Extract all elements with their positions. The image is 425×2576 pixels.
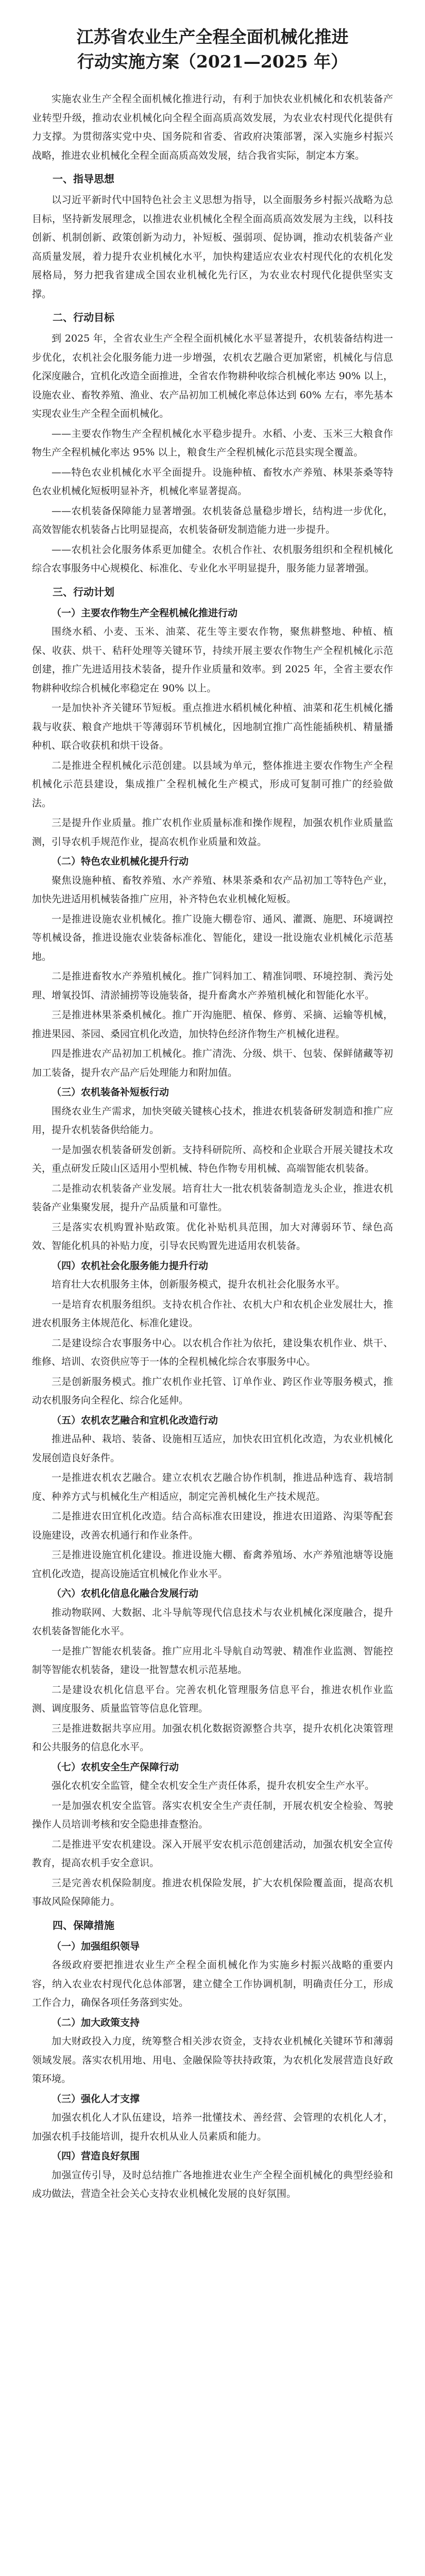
- subsection-paragraph: 二是推进畜牧水产养殖机械化。推广饲料加工、精准饲喂、环境控制、粪污处理、增氧投饵、清淤捕捞等设施装备，提升畜禽水产养殖机械化和智能化水平。: [32, 971, 393, 1001]
- section-paragraph: ——农机社会化服务体系更加健全。农机合作社、农机服务组织和全程机械化综合农事服务中心规模化、标准化、专业化水平明显提升，服务能力显著增强。: [32, 544, 393, 574]
- subsection-paragraph: 一是推进设施农业机械化。推广设施大棚卷帘、通风、灌溉、施肥、环境调控等机械设备，推进设施农业装备标准化、智能化，建设一批设施农业机械化示范基地。: [32, 913, 393, 962]
- subsection-paragraph: 三是完善农机保险制度。推进农机保险发展，扩大农机保险覆盖面，提高农机事故风险保障能力。: [32, 1877, 393, 1907]
- subsection-paragraph: 各级政府要把推进农业生产全程全面机械化作为实施乡村振兴战略的重要内容，纳入农业农村现代化总体部署，建立健全工作协调机制，明确责任分工，形成工作合力，确保各项任务落到实处。: [32, 1959, 393, 2008]
- subsection-paragraph: 二是建设综合农事服务中心。以农机合作社为依托，建设集农机作业、烘干、维修、培训、农资供应等于一体的全程机械化综合农事服务中心。: [32, 1337, 393, 1367]
- subsection-paragraph: 培育壮大农机服务主体，创新服务模式，提升农机社会化服务水平。: [52, 1279, 346, 1290]
- subsection-heading: （三）强化人才支撑: [52, 2093, 140, 2105]
- subsection-paragraph: 一是培育农机服务组织。支持农机合作社、农机大户和农机企业发展壮大，推进农机服务主体规范化、标准化建设。: [32, 1298, 393, 1329]
- subsection-paragraph: 一是加快补齐关键环节短板。重点推进水稻机械化种植、油菜和花生机械化播栽与收获、粮食产地烘干等薄弱环节机械化，因地制宜推广高性能插秧机、精量播种机、联合收获机和烘干设备。: [32, 702, 393, 751]
- subsection-heading: （四）营造良好氛围: [52, 2150, 140, 2162]
- section-paragraph: ——农机装备保障能力显著增强。农机装备总量稳步增长，结构进一步优化，高效智能农机装备占比明显提高，农机装备研发制造能力进一步提升。: [32, 505, 393, 535]
- subsection-heading: （七）农机安全生产保障行动: [52, 1761, 179, 1773]
- subsection-paragraph: 四是推进农产品初加工机械化。推广清洗、分级、烘干、包装、保鲜储藏等初加工装备，提升农产品产后处理能力和附加值。: [32, 1048, 393, 1078]
- subsection-paragraph: 二是建设农机化信息平台。完善农机化管理服务信息平台，推进农机作业监测、调度服务、质量监管等信息化管理。: [32, 1684, 393, 1714]
- subsection-paragraph: 三是提升作业质量。推广农机作业质量标准和操作规程，加强农机作业质量监测，引导农机手规范作业，提高农机作业质量和效益。: [32, 817, 393, 848]
- section-heading: 四、保障措施: [53, 1919, 114, 1931]
- subsection-paragraph: 一是推广智能农机装备。推广应用北斗导航自动驾驶、精准作业监测、智能控制等智能农机装备，建设一批智慧农机示范基地。: [32, 1645, 393, 1675]
- subsection-paragraph: 强化农机安全监管，健全农机安全生产责任体系，提升农机安全生产水平。: [52, 1780, 375, 1791]
- subsection-heading: （五）农机农艺融合和宜机化改造行动: [52, 1414, 218, 1426]
- document-title: [32, 25, 393, 74]
- subsection-paragraph: 推进品种、栽培、装备、设施相互适应，加快农田宜机化改造，为农业机械化发展创造良好条件。: [32, 1433, 393, 1464]
- title-line-2: 行动实施方案（2021—2025 年）: [77, 52, 348, 72]
- section-paragraph: ——主要农作物生产全程机械化水平稳步提升。水稻、小麦、玉米三大粮食作物生产全程机械化率达 95% 以上，粮食生产全程机械化示范县实现全覆盖。: [32, 428, 393, 458]
- subsection-heading: （四）农机社会化服务能力提升行动: [52, 1260, 209, 1272]
- subsection-heading: （六）农机化信息化融合发展行动: [52, 1588, 199, 1599]
- subsection-paragraph: 二是推进全程机械化示范创建。以县域为单元，整体推进主要农作物生产全程机械化示范县建设，集成推广全程机械化生产模式，形成可复制可推广的经验做法。: [32, 759, 393, 809]
- subsection-paragraph: 一是加强农机安全监管。落实农机安全生产责任制，开展农机安全检验、驾驶操作人员培训考核和安全隐患排查整治。: [32, 1800, 393, 1830]
- subsection-paragraph: 二是推动农机装备产业发展。培育壮大一批农机装备制造龙头企业，推进农机装备产业集聚发展，提升产品质量和可靠性。: [32, 1182, 393, 1213]
- subsection-paragraph: 围绕农业生产需求，加快突破关键核心技术，推进农机装备研发制造和推广应用，提升农机装备供给能力。: [32, 1105, 393, 1136]
- section-paragraph: 到 2025 年，全省农业生产全程全面机械化水平显著提升，农机装备结构进一步优化，农机社会化服务能力进一步增强，农机农艺融合更加紧密，机械化与信息化深度融合，宜机化改造全面推进，全省农作物耕种收综合机械化率达 90% 以上，设施农业、畜牧养殖、渔业、农产品初加工机械化率总体达到 60% 左右，率先基本实现农业生产全程全面机械化。: [32, 333, 393, 419]
- subsection-paragraph: 加强农机化人才队伍建设，培养一批懂技术、善经营、会管理的农机化人才，加强农机手技能培训，提升农机从业人员素质和能力。: [32, 2112, 393, 2142]
- subsection-paragraph: 一是加强农机装备研发创新。支持科研院所、高校和企业联合开展关键技术攻关，重点研发丘陵山区适用小型机械、特色作物专用机械、高端智能农机装备。: [32, 1144, 393, 1174]
- subsection-paragraph: 一是推进农机农艺融合。建立农机农艺融合协作机制，推进品种选育、栽培制度、种养方式与机械化生产相适应，制定完善机械化生产技术规范。: [32, 1472, 393, 1502]
- subsection-paragraph: 聚焦设施种植、畜牧养殖、水产养殖、林果茶桑和农产品初加工等特色产业，加快先进适用机械装备推广应用，补齐特色农业机械化短板。: [32, 874, 393, 905]
- subsection-paragraph: 三是落实农机购置补贴政策。优化补贴机具范围，加大对薄弱环节、绿色高效、智能化机具的补贴力度，引导农民购置先进适用农机装备。: [32, 1221, 393, 1251]
- section-heading: 一、指导思想: [53, 173, 114, 185]
- subsection-paragraph: 三是推进设施宜机化建设。推进设施大棚、畜禽养殖场、水产养殖池塘等设施宜机化改造，提高设施适宜机械化作业水平。: [32, 1549, 393, 1580]
- subsection-paragraph: 围绕水稻、小麦、玉米、油菜、花生等主要农作物，聚焦耕整地、种植、植保、收获、烘干、秸秆处理等关键环节，持续开展主要农作物生产全程机械化示范创建，推广先进适用技术装备，提升作业质量和效率。到 2025 年，全省主要农作物耕种收综合机械化率稳定在 90% 以上。: [32, 626, 393, 694]
- section-paragraph: ——特色农业机械化水平全面提升。设施种植、畜牧水产养殖、林果茶桑等特色农业机械化短板明显补齐，机械化率显著提高。: [32, 466, 393, 497]
- subsection-paragraph: 三是推进林果茶桑机械化。推广开沟施肥、植保、修剪、采摘、运输等机械，推进果园、茶园、桑园宜机化改造，加快特色经济作物生产机械化进程。: [32, 1009, 393, 1040]
- subsection-heading: （一）主要农作物生产全程机械化推进行动: [52, 607, 238, 619]
- subsection-paragraph: 二是推进农田宜机化改造。结合高标准农田建设，推进农田道路、沟渠等配套设施建设，改善农机通行和作业条件。: [32, 1511, 393, 1541]
- section-paragraph: 以习近平新时代中国特色社会主义思想为指导，以全面服务乡村振兴战略为总目标，坚持新发展理念，以推进农业机械化全程全面高质高效发展为主线，以科技创新、机制创新、政策创新为动力，补短板、强弱项、促协调，推动农机装备产业高质量发展，着力提升农业机械化水平，加快构建适应农业农村现代化的农机化发展格局，努力把我省建成全国农业机械化先行区，为农业农村现代化提供坚实支撑。: [32, 194, 393, 300]
- document-body: [32, 169, 393, 2204]
- subsection-heading: （二）特色农业机械化提升行动: [52, 856, 189, 867]
- intro-paragraph: 实施农业生产全程全面机械化推进行动，有利于加快农业机械化和农机装备产业转型升级，推动农业机械化向全程全面高质高效发展，为农业农村现代化提供有力支撑。为贯彻落实党中央、国务院和省委、省政府决策部署，深入实施乡村振兴战略，推进农业机械化全程全面高质高效发展，结合我省实际，制定本方案。: [32, 93, 393, 161]
- subsection-heading: （三）农机装备补短板行动: [52, 1087, 169, 1098]
- subsection-heading: （二）加大政策支持: [52, 2016, 140, 2028]
- section-heading: 二、行动目标: [53, 311, 114, 324]
- subsection-paragraph: 三是推进数据共享应用。加强农机化数据资源整合共享，提升农机化决策管理和公共服务的信息化水平。: [32, 1722, 393, 1753]
- subsection-paragraph: 三是创新服务模式。推广农机作业托管、订单作业、跨区作业等服务模式，推动农机服务向全程化、综合化延伸。: [32, 1376, 393, 1406]
- title-line-1: 江苏省农业生产全程全面机械化推进: [76, 27, 349, 47]
- subsection-paragraph: 加强宣传引导，及时总结推广各地推进农业生产全程全面机械化的典型经验和成功做法，营造全社会关心支持农业机械化发展的良好氛围。: [32, 2169, 393, 2199]
- subsection-heading: （一）加强组织领导: [52, 1940, 140, 1952]
- subsection-paragraph: 加大财政投入力度，统筹整合相关涉农资金，支持农业机械化关键环节和薄弱领域发展。落实农机用地、用电、金融保险等扶持政策，为农机化发展营造良好政策环境。: [32, 2036, 393, 2084]
- section-heading: 三、行动计划: [53, 585, 114, 598]
- subsection-paragraph: 二是推进平安农机建设。深入开展平安农机示范创建活动，加强农机安全宣传教育，提高农机手安全意识。: [32, 1838, 393, 1869]
- subsection-paragraph: 推动物联网、大数据、北斗导航等现代信息技术与农业机械化深度融合，提升农机装备智能化水平。: [32, 1606, 393, 1637]
